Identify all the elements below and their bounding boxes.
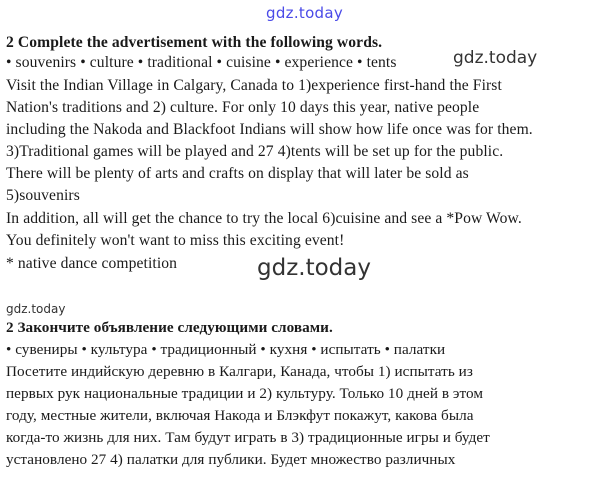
english-text-line: 3)Traditional games will be played and 27 4)tents will be set up for the public. (6, 143, 504, 160)
russian-text-line: установлено 27 4) палатки для публики. Будет множество различных (6, 451, 456, 468)
english-word-list: • souvenirs • culture • traditional • cuisine • experience • tents (6, 54, 397, 71)
middle-watermark: gdz.today (257, 255, 371, 281)
english-text-line: Nation's traditions and 2) culture. For only 10 days this year, native people (6, 99, 480, 116)
section-watermark: gdz.today (6, 302, 66, 316)
russian-text-line: первых рук национальные традиции и 2) культуру. Только 10 дней в этом (6, 385, 483, 402)
english-footnote: * native dance competition (6, 255, 178, 272)
right-watermark: gdz.today (453, 48, 538, 68)
russian-text-line: Посетите индийскую деревню в Калгари, Канада, чтобы 1) испытать из (6, 363, 473, 380)
russian-word-list: • сувениры • культура • традиционный • кухня • испытать • палатки (6, 341, 446, 358)
english-text-line: There will be plenty of arts and crafts on display that will later be sold as (6, 165, 469, 182)
english-text-line: In addition, all will get the chance to try the local 6)cuisine and see a *Pow Wow. (6, 210, 522, 227)
top-watermark: gdz.today (266, 4, 344, 22)
russian-text-line: когда-то жизнь для них. Там будут играть в 3) традиционные игры и будет (6, 429, 490, 446)
english-heading: 2 Complete the advertisement with the following words. (6, 34, 383, 51)
english-text-line: Visit the Indian Village in Calgary, Canada to 1)experience first-hand the First (6, 77, 502, 94)
english-text-line: 5)souvenirs (6, 187, 80, 204)
english-text-line: You definitely won't want to miss this exciting event! (6, 232, 345, 249)
russian-heading: 2 Закончите объявление следующими словами. (6, 319, 333, 336)
english-text-line: including the Nakoda and Blackfoot Indians will show how life once was for them. (6, 121, 533, 138)
russian-text-line: году, местные жители, включая Накода и Блэкфут покажут, какова была (6, 407, 474, 424)
